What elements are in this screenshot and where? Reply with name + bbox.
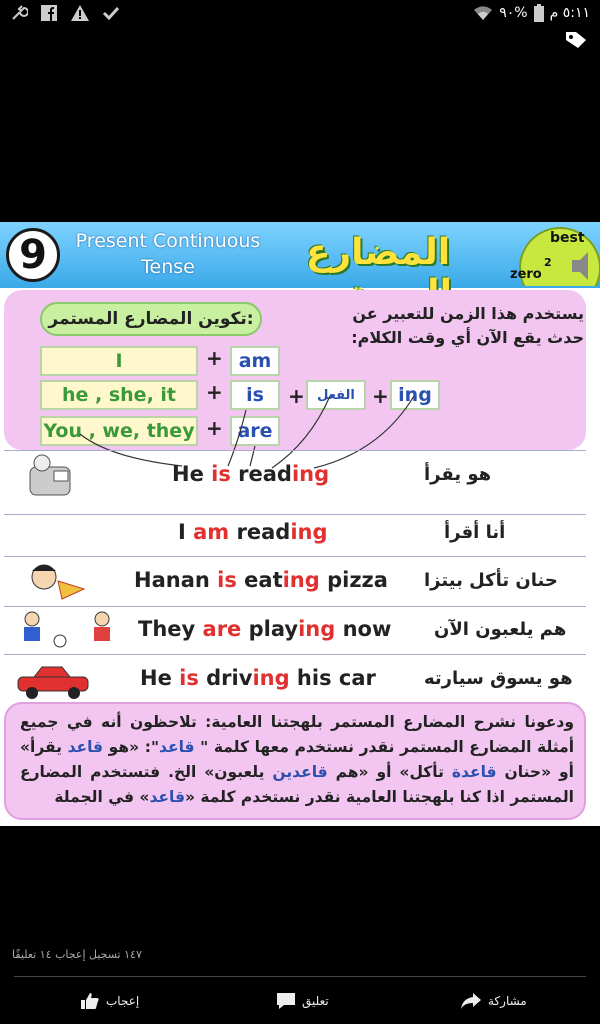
english-title-line2: Tense xyxy=(141,256,195,278)
clock: ٥:١١ م xyxy=(549,5,590,21)
note-keyword: قاعد xyxy=(159,738,195,756)
example-aux: are xyxy=(202,617,242,641)
lesson-card[interactable] xyxy=(0,222,600,826)
kids-playing-icon xyxy=(10,609,130,653)
example-aux: is xyxy=(217,568,237,592)
example-arabic: هو يسوق سيارته xyxy=(424,668,573,689)
verb-label: الفعل xyxy=(306,380,366,410)
example-subject: Hanan xyxy=(134,568,218,592)
share-arrow-icon xyxy=(460,992,482,1010)
aux-is: is xyxy=(230,380,280,410)
example-ing: ing xyxy=(298,617,336,641)
plus-sign: + xyxy=(288,384,305,408)
lesson-number: 9 xyxy=(6,228,60,282)
note-text: يقرأ» أو «حنان xyxy=(20,738,574,781)
comment-label: تعليق xyxy=(302,994,329,1008)
badge-zero: zero xyxy=(510,267,542,282)
arabic-title: المضارع xyxy=(305,232,451,273)
example-ing: ing xyxy=(252,666,290,690)
note-text: تأكل» أو «هم xyxy=(327,763,452,781)
tag-icon[interactable] xyxy=(564,30,588,50)
formation-label: تكوين المضارع المستمر: xyxy=(40,302,262,336)
explanation-line2: حدث يقع الآن أي وقت الكلام: xyxy=(351,328,584,347)
example-rest: his car xyxy=(289,666,376,690)
check-icon xyxy=(102,4,120,22)
note-text: ": «هو xyxy=(103,738,160,756)
plus-sign: + xyxy=(206,416,223,440)
example-english xyxy=(140,666,376,690)
share-button[interactable] xyxy=(460,992,527,1010)
example-rest: now xyxy=(335,617,392,641)
note-text: يلعبون» الخ. فتستخدم المضارع المستمر اذا كنا بلهجتنا العامية نقدر نستخدم كلمة « xyxy=(20,763,574,806)
warning-icon xyxy=(70,4,90,22)
example-verb: read xyxy=(229,520,291,544)
example-ing: ing xyxy=(290,520,328,544)
example-row xyxy=(4,556,586,606)
divider xyxy=(14,976,586,977)
example-verb: driv xyxy=(198,666,253,690)
example-aux: is xyxy=(211,462,231,486)
like-button[interactable] xyxy=(80,992,139,1010)
connector-arrows xyxy=(0,222,600,482)
example-verb: read xyxy=(230,462,292,486)
example-arabic: أنا أقرأ xyxy=(444,522,506,543)
note-keyword: قاعدة xyxy=(451,763,497,781)
example-english xyxy=(178,520,328,544)
thumbs-up-icon xyxy=(80,992,100,1010)
wrench-icon xyxy=(10,4,28,22)
wifi-icon xyxy=(473,5,493,21)
example-arabic: حنان تأكل بيتزا xyxy=(424,570,558,591)
note-text: » في الجملة xyxy=(54,788,150,806)
colloquial-note-panel xyxy=(4,702,586,820)
example-arabic: هو يقرأ xyxy=(424,464,492,485)
explanation-line1: يستخدم هذا الزمن للتعبير عن xyxy=(352,304,584,323)
red-car-icon xyxy=(12,661,112,701)
facebook-icon xyxy=(40,4,58,22)
plus-sign: + xyxy=(372,384,389,408)
comment-button[interactable] xyxy=(276,992,329,1010)
example-row xyxy=(4,514,586,556)
comment-icon xyxy=(276,992,296,1010)
example-subject: They xyxy=(138,617,203,641)
example-verb: eat xyxy=(236,568,283,592)
example-ing: ing xyxy=(291,462,330,486)
person-reading-icon xyxy=(12,453,82,497)
subject-i: I xyxy=(40,346,198,376)
example-subject: He xyxy=(140,666,180,690)
example-verb: play xyxy=(241,617,299,641)
battery-icon xyxy=(534,4,544,22)
aux-are: are xyxy=(230,416,280,446)
colloquial-note xyxy=(20,710,574,810)
aux-am: am xyxy=(230,346,280,376)
badge-two: 2 xyxy=(544,256,552,269)
plus-sign: + xyxy=(206,380,223,404)
reaction-counts[interactable]: ١٤٧ تسجيل إعجاب ١٤ تعليقًا xyxy=(12,948,142,961)
example-row xyxy=(4,606,586,654)
note-keyword: قاعدين xyxy=(272,763,328,781)
subject-you-we-they: You , we, they xyxy=(40,416,198,446)
example-subject: He xyxy=(172,462,212,486)
example-row xyxy=(4,654,586,702)
example-aux: am xyxy=(193,520,230,544)
example-subject: I xyxy=(178,520,194,544)
example-aux: is xyxy=(179,666,199,690)
status-bar xyxy=(0,0,600,26)
example-english xyxy=(134,568,388,592)
example-english xyxy=(138,617,391,641)
example-arabic: هم يلعبون الآن xyxy=(434,619,567,640)
badge-best: best xyxy=(550,230,585,246)
like-label: إعجاب xyxy=(106,994,140,1008)
ing-label: ing xyxy=(390,380,440,410)
example-rest: pizza xyxy=(319,568,388,592)
note-keyword: قاعد xyxy=(67,738,104,756)
plus-sign: + xyxy=(206,346,223,370)
example-ing: ing xyxy=(282,568,320,592)
english-title-line1: Present Continuous xyxy=(75,230,261,252)
girl-eating-pizza-icon xyxy=(14,559,94,605)
note-text: ودعونا نشرح المضارع المستمر بلهجتنا العامية: تلاحظون أنه في جميع أمثلة المضارع المستمر نقدر نستخدم معها كلمة " xyxy=(20,713,575,756)
share-label: مشاركة xyxy=(488,994,527,1008)
example-english xyxy=(172,462,329,486)
subject-he-she-it: he , she, it xyxy=(40,380,198,410)
note-keyword: قاعد xyxy=(149,788,185,806)
battery-percent: ٩٠% xyxy=(499,5,528,21)
example-row xyxy=(4,450,586,498)
